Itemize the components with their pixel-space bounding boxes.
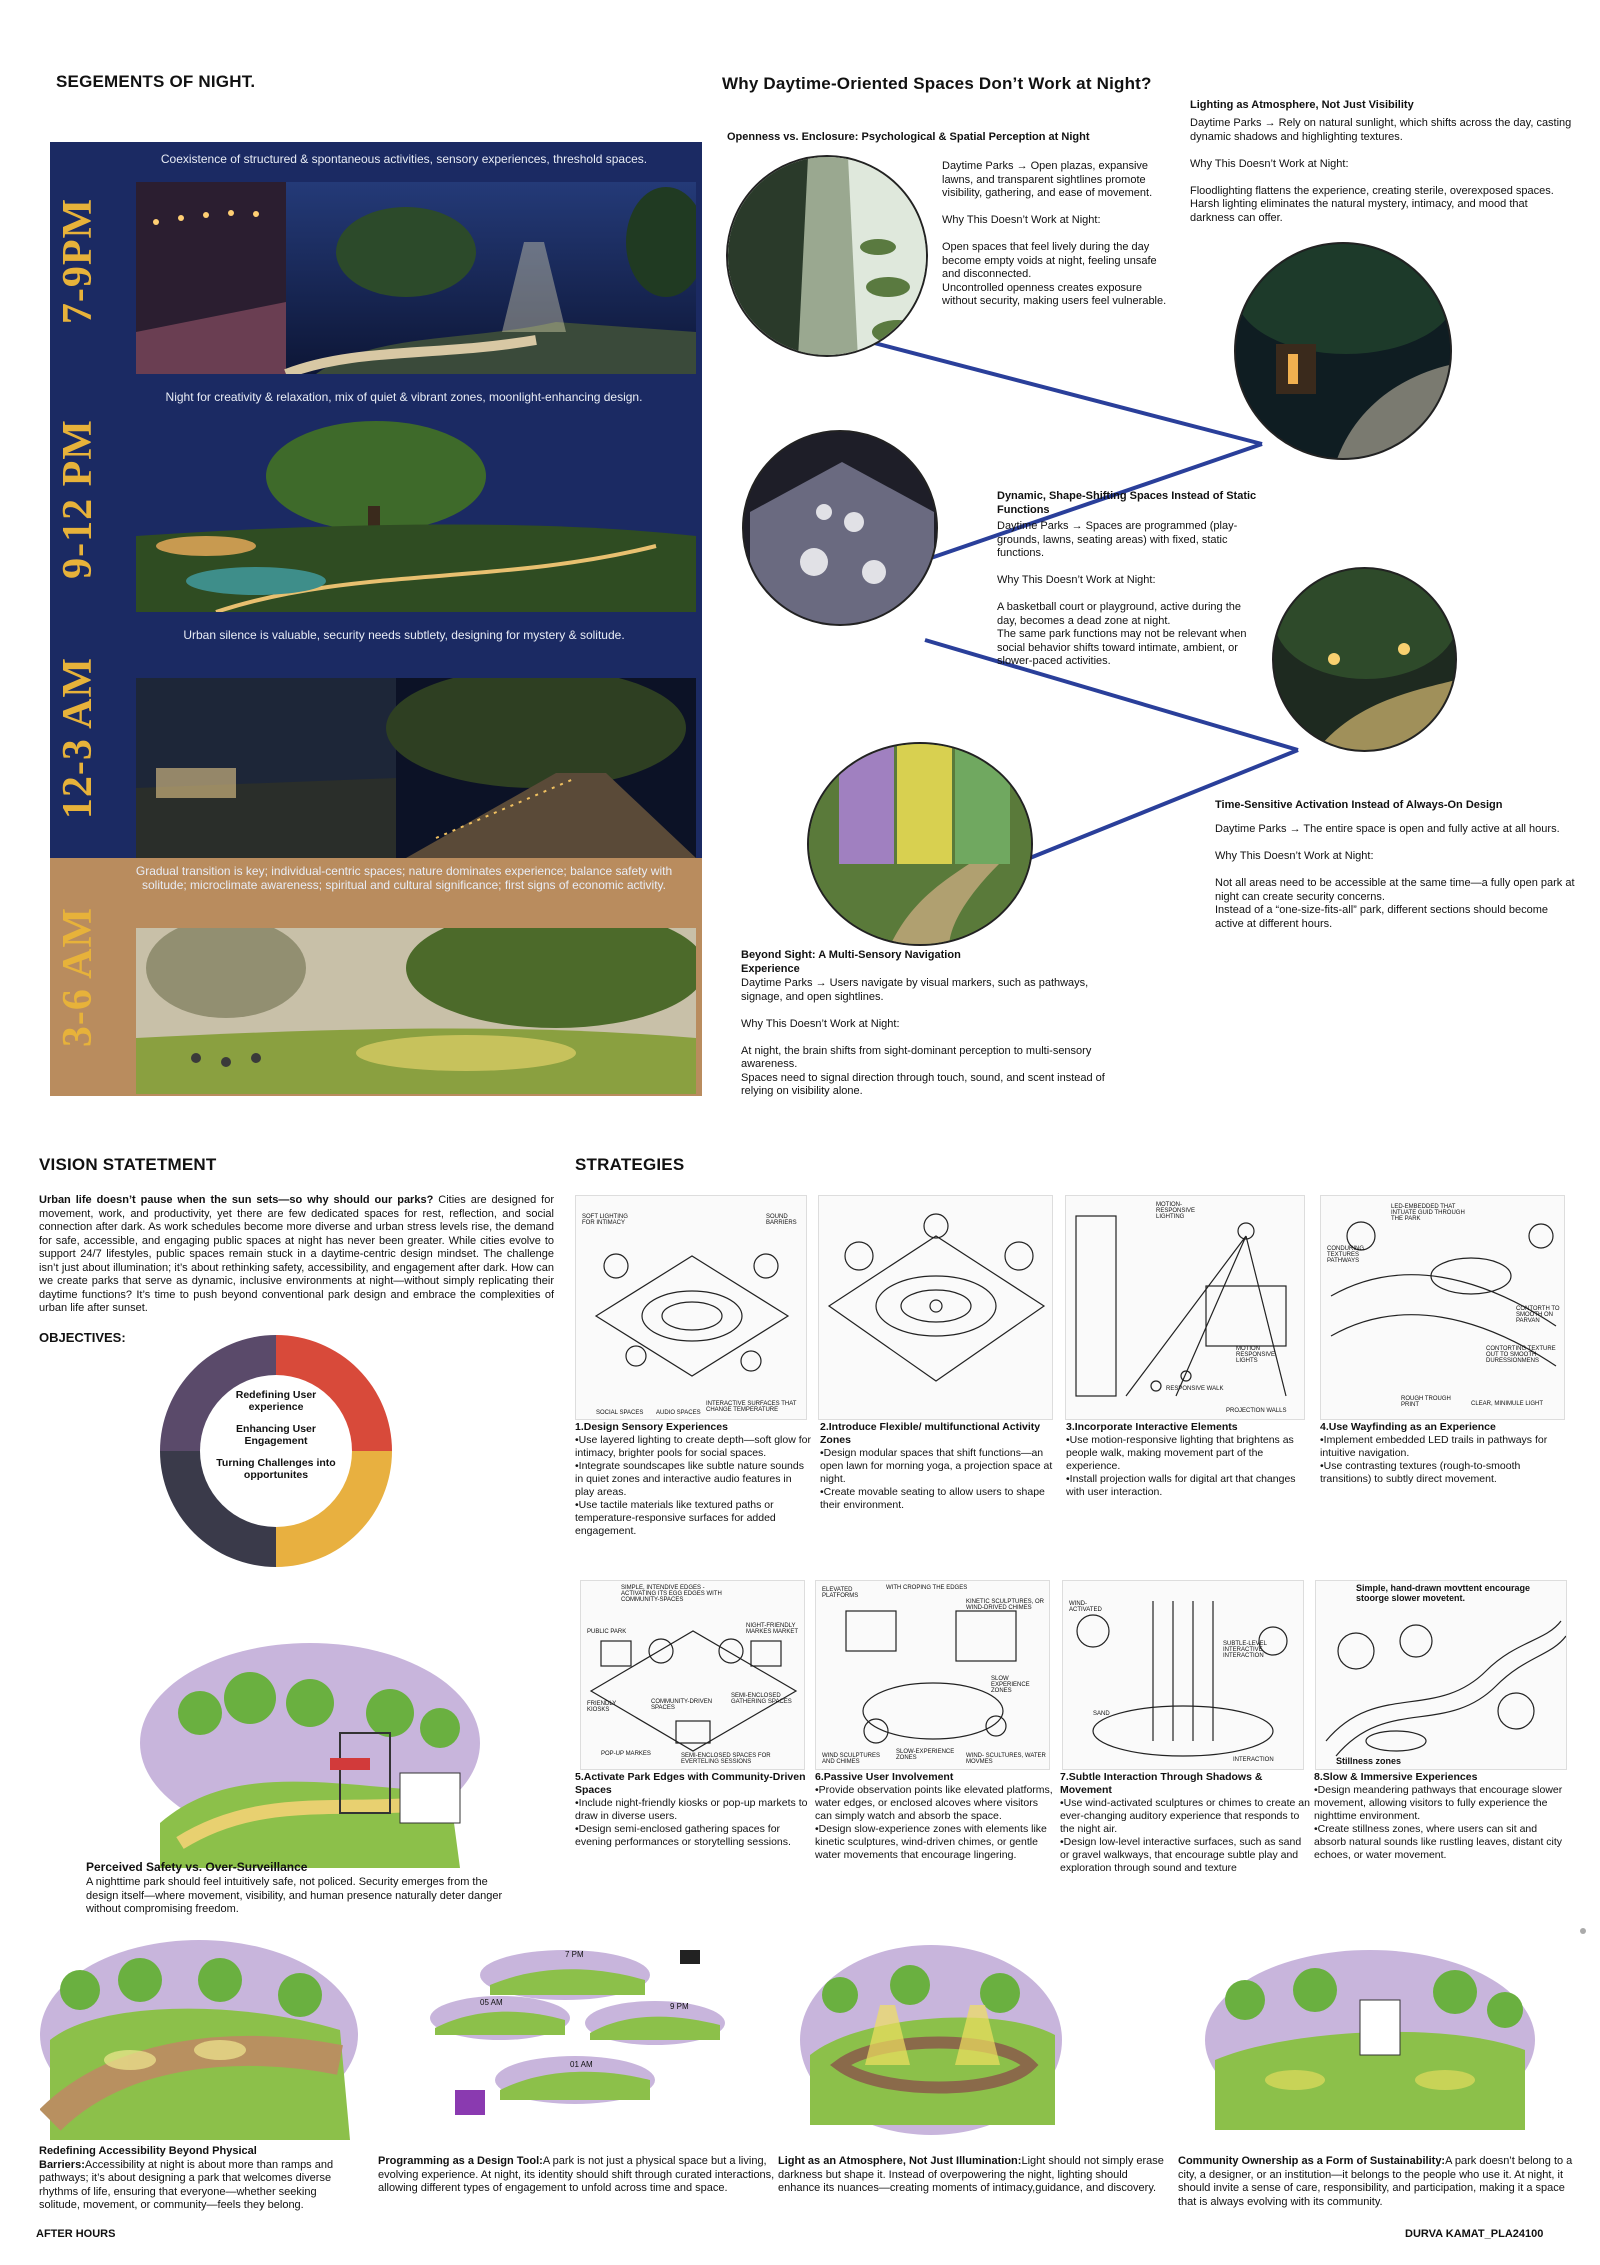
lighting-photo — [1234, 242, 1452, 460]
strategy-sketch-1 — [575, 1195, 807, 1420]
strategy-sketch-7 — [1062, 1580, 1304, 1770]
sketch-label: WIND SCULPTURES AND CHIMES — [822, 1753, 881, 1765]
sketch-label: POP-UP MARKES — [601, 1751, 651, 1757]
band-caption: Coexistence of structured & spontaneous activities, sensory experiences, threshold spaces. — [160, 152, 648, 166]
sight-heading: Beyond Sight: A Multi-Sensory Navigation Experience — [741, 949, 961, 975]
band-caption: Gradual transition is key; individual-centric spaces; nature dominates experience; balance safety with solitude; microclimate awareness; spiritual and cultural significance; first signs of economic activity. — [135, 864, 673, 892]
strategy-4: 4.Use Wayfinding as an Experience •Implement embedded LED trails in pathways for intuitive navigation. •Use contrasting textures (rough-to-smooth transitions) to subtly direct movement. — [1320, 1421, 1548, 1485]
program-label-05am: 05 AM — [480, 1998, 503, 2007]
sketch-label: MOTION-RESPONSIVE LIGHTING — [1156, 1202, 1196, 1220]
footer-left: AFTER HOURS — [36, 2228, 116, 2240]
bottom-light: Light as an Atmosphere, Not Just Illumination:Light should not simply erase darkness but shape it. Instead of overpowering the night, lighting should enhance its nuances—creating moments of intimacy,guidance, and discovery. — [778, 2155, 1164, 2194]
band-time: 9-12 PM — [55, 419, 102, 579]
footer-right: DURVA KAMAT_PLA24100 — [1405, 2228, 1544, 2240]
strategy-sketch-2 — [818, 1195, 1053, 1420]
openness-body: Daytime Parks → Open plazas, expansive lawns, and transparent sightlines promote visibility, gathering, and ease of movement. Why This Doesn’t Work at Night: Open spaces that feel lively during the day become empty voids at night, feeling unsafe and disconnected. Uncontrolled openness creates exposure without security, making users feel vulnerable. — [942, 160, 1167, 307]
why-title: Why Daytime-Oriented Spaces Don’t Work at Night? — [722, 74, 1152, 93]
program-label-9pm: 9 PM — [670, 2002, 689, 2011]
sketch-label: SEMI-ENCLOSED GATHERING SPACES — [731, 1693, 792, 1705]
sketch-label: CONTORTH TO SMOOTH ON PARVAN — [1516, 1306, 1560, 1324]
sketch-label: WIND-ACTIVATED — [1069, 1601, 1102, 1613]
safety-body: A nighttime park should feel intuitively safe, not policed. Security emerges from the design itself—where movement, visibility, and human presence naturally deter danger without compromising freedom. — [86, 1876, 503, 1915]
page-marker — [1580, 1928, 1586, 1934]
sketch-label: Simple, hand-drawn movttent encourage stoorge slower movetent. — [1356, 1583, 1531, 1603]
sketch-label: MOTION RESPONSIVE LIGHTS — [1236, 1346, 1276, 1364]
band-caption: Night for creativity & relaxation, mix of quiet & vibrant zones, moonlight-enhancing design. — [165, 390, 643, 404]
band-time: 12-3 AM — [55, 656, 101, 820]
band-time: 7-9PM — [55, 197, 102, 325]
sketch-label: RESPONSIVE WALK — [1166, 1386, 1224, 1392]
sketch-label: WIND- SCULTURES, WATER MOVMES — [966, 1753, 1046, 1765]
bottom-accessibility: Redefining Accessibility Beyond Physical Barriers:Accessibility at night is about more than ramps and pathways; it’s about designing a park that welcomes diverse rhythms of life, ensuring that everyone—whether seeking solitude, movement, or community—feels they belong. — [39, 2145, 334, 2211]
sketch-label: INTERACTIVE SURFACES THAT CHANGE TEMPERATURE — [706, 1401, 797, 1413]
strategy-sketch-4 — [1320, 1195, 1565, 1420]
community-illustration — [1205, 1950, 1535, 2135]
sketch-label: COMMUNITY-DRIVEN SPACES — [651, 1699, 713, 1711]
sight-photo — [807, 742, 1033, 946]
dynamic-body: Daytime Parks → Spaces are programmed (play-grounds, lawns, seating areas) with fixed, static functions. Why This Doesn’t Work at Night: A basketball court or playground, active during the day, becomes a dead zone at night. The same park functions may not be relevant when social behavior shifts toward intimate, ambient, or slower-paced activities. — [997, 520, 1247, 667]
sketch-label: SAND — [1093, 1711, 1110, 1717]
sketch-label: KINETIC SCULPTURES, OR WIND-DRIVED CHIMES — [966, 1599, 1045, 1611]
openness-heading: Openness vs. Enclosure: Psychological & Spatial Perception at Night — [727, 131, 1090, 143]
strategy-8: 8.Slow & Immersive Experiences •Design meandering pathways that encourage slower movement, allowing visitors to fully experience the nighttime environment. •Create stillness zones, where users can sit and absorb natural sounds like rustling leaves, distant city echoes, or water movement. — [1314, 1771, 1563, 1861]
band-time: 3-6 AM — [55, 906, 101, 1048]
sketch-label: SOCIAL SPACES — [596, 1410, 644, 1416]
strategies-title: STRATEGIES — [575, 1155, 685, 1174]
strategy-sketch-6 — [815, 1580, 1050, 1770]
lighting-heading: Lighting as Atmosphere, Not Just Visibility — [1190, 99, 1414, 111]
time-photo — [1272, 567, 1457, 752]
band-caption: Urban silence is valuable, security needs subtlety, designing for mystery & solitude. — [183, 628, 625, 642]
sketch-label: SLOW-EXPERIENCE ZONES — [896, 1749, 955, 1761]
programming-illustration — [380, 1940, 730, 2140]
sketch-label: ROUGH TROUGH PRINT — [1401, 1396, 1451, 1408]
strategy-5: 5.Activate Park Edges with Community-Driven Spaces •Include night-friendly kiosks or pop-up markets to draw in diverse users. •Design semi-enclosed gathering spaces for evening performances or storytelling sessions. — [575, 1771, 808, 1848]
sketch-label: CONTORTING TEXTURE OUT TO SMOOTH DURESSIONMENS — [1486, 1346, 1556, 1364]
sketch-label: LED-EMBEDDED THAT INTUATE GUID THROUGH THE PARK — [1391, 1204, 1465, 1222]
segments-title: SEGEMENTS OF NIGHT. — [56, 72, 256, 91]
strategy-2: 2.Introduce Flexible/ multifunctional Activity Zones •Design modular spaces that shift functions—an open lawn for morning yoga, a projection space at night. •Create movable seating to allow users to shape their environment. — [820, 1421, 1053, 1511]
dynamic-photo — [742, 430, 938, 626]
time-heading: Time-Sensitive Activation Instead of Always-On Design — [1215, 799, 1503, 811]
time-body: Daytime Parks → The entire space is open and fully active at all hours. Why This Doesn’t Work at Night: Not all areas need to be accessible at the same time—a fully open park at night can create security concerns. Instead of a “one-size-fits-all” park, different sections should become active at different hours. — [1215, 823, 1575, 930]
objective-2: Enhancing User Engagement — [236, 1423, 316, 1447]
strategy-sketch-3 — [1065, 1195, 1305, 1420]
objective-3: Turning Challenges into opportunites — [216, 1457, 336, 1481]
bottom-programming: Programming as a Design Tool:A park is not just a physical space but a living, evolving experience. At night, its identity should shift through curated interactions, allowing different types of engagement to unfold across time and space. — [378, 2155, 775, 2194]
sight-body: Daytime Parks → Users navigate by visual markers, such as pathways, signage, and open sightlines. Why This Doesn’t Work at Night: At night, the brain shifts from sight-dominant perception to multi-sensory awareness. Spaces need to signal direction through touch, sound, and scent instead of relying on visibility alone. — [741, 977, 1105, 1097]
sketch-label: INTERACTION — [1233, 1757, 1274, 1763]
sketch-label: WITH CROPING THE EDGES — [886, 1585, 968, 1591]
sketch-label: SEMI-ENCLOSED SPACES FOR EVERTELING SESSIONS — [681, 1753, 771, 1765]
sketch-label: SOUND BARRIERS — [766, 1214, 797, 1226]
sketch-label: AUDIO SPACES — [656, 1410, 701, 1416]
sketch-label: PUBLIC PARK — [587, 1629, 627, 1635]
program-label-7pm: 7 PM — [565, 1950, 584, 1959]
light-illustration — [800, 1945, 1062, 2140]
sketch-label: SUBTLE-LEVEL INTERACTIVE INTERACTION — [1223, 1641, 1267, 1659]
vision-body: Cities are designed for movement, work, and productivity, yet there are few dedicated spaces for rest, reflection, and social connection after dark. As work schedules become more diverse and urban stress levels rise, the demand for safe, accessible, and engaging public spaces at night has never been greater. While cities evolve to support 24/7 lifestyles, public spaces remain stuck in a daytime-centric design mindset. The challenge isn’t just about illumination; it’s about rethinking safety, accessibility, and engagement after dark. How can we create parks that serve as dynamic, inclusive environments at night—without simply replicating their daytime functions? It’s time to push beyond conventional park design and embrace the complexities of urban life after sunset. — [39, 1194, 554, 1314]
safety-heading: Perceived Safety vs. Over-Surveillance — [86, 1860, 308, 1874]
sketch-label: CLEAR, MINIMULE LIGHT — [1471, 1401, 1544, 1407]
strategy-7: 7.Subtle Interaction Through Shadows & Movement •Use wind-activated sculptures or chimes to create an ever-changing auditory experience that responds to the night air. •Design low-level interactive surfaces, such as sand or gravel walkways, that encourage subtle play and exploration through sound and texture — [1060, 1771, 1310, 1874]
vision-text — [39, 1194, 554, 1316]
vision-lead: Urban life doesn’t pause when the sun sets—so why should our parks? — [39, 1194, 434, 1206]
dynamic-heading: Dynamic, Shape-Shifting Spaces Instead of Static Functions — [997, 490, 1257, 516]
sketch-label: SIMPLE, INTENDIVE EDGES - ACTIVATING ITS EGG EDGES WITH COMMUNITY-SPACES — [621, 1585, 722, 1603]
strategy-sketch-5 — [580, 1580, 805, 1770]
sketch-label: FRIENDLY KIOSKS — [587, 1701, 617, 1713]
program-label-01am: 01 AM — [570, 2060, 593, 2069]
objective-1: Redefining User experience — [235, 1389, 317, 1413]
sketch-label: Stillness zones — [1336, 1756, 1402, 1766]
sketch-label: NIGHT-FRIENDLY MARKES MARKET — [746, 1623, 799, 1635]
sketch-label: SLOW EXPERIENCE ZONES — [991, 1676, 1030, 1694]
strategy-1: 1.Design Sensory Experiences •Use layered lighting to create depth—soft glow for intimacy, brighter pools for social spaces. •Integrate soundscapes like subtle nature sounds in quiet zones and interactive audio features in play areas. •Use tactile materials like textured paths or temperature-responsive surfaces for added engagement. — [575, 1421, 811, 1537]
sketch-label: SOFT LIGHTING FOR INTIMACY — [582, 1214, 628, 1226]
strategy-6: 6.Passive User Involvement •Provide observation points like elevated platforms, water edges, or enclosed alcoves where visitors can simply watch and absorb the space. •Design slow-experience zones with elements like kinetic sculptures, wind-driven chimes, or gentle water movements that encourage lingering. — [815, 1771, 1053, 1861]
bottom-community: Community Ownership as a Form of Sustainability:A park doesn’t belong to a city, a designer, or an institution—it belongs to the people who use it. At night, it should invite a sense of care, responsibility, and participation, making it a space that is always evolving with its community. — [1178, 2155, 1573, 2208]
lighting-body: Daytime Parks → Rely on natural sunlight, which shifts across the day, casting dynamic shadows and highlighting textures. Why This Doesn’t Work at Night: Floodlighting flattens the experience, creating sterile, overexposed spaces. Harsh lighting eliminates the natural mystery, intimacy, and mood that darkness can offer. — [1190, 117, 1572, 224]
vision-title: VISION STATETMENT — [39, 1155, 217, 1174]
accessibility-illustration — [40, 1940, 358, 2140]
safety-illustration — [140, 1643, 480, 1868]
objectives-ring — [160, 1335, 392, 1567]
strategy-sketch-8 — [1315, 1580, 1567, 1770]
objectives-title: OBJECTIVES: — [39, 1330, 126, 1345]
strategy-3: 3.Incorporate Interactive Elements •Use motion-responsive lighting that brightens as people walk, making movement part of the experience. •Install projection walls for digital art that changes with user interaction. — [1066, 1421, 1296, 1498]
openness-photo — [726, 155, 928, 357]
sketch-label: CONDURING TEXTURES PATHWAYS — [1327, 1246, 1364, 1264]
sketch-label: PROJECTION WALLS — [1226, 1408, 1287, 1414]
sketch-label: ELEVATED PLATFORMS — [822, 1587, 859, 1599]
